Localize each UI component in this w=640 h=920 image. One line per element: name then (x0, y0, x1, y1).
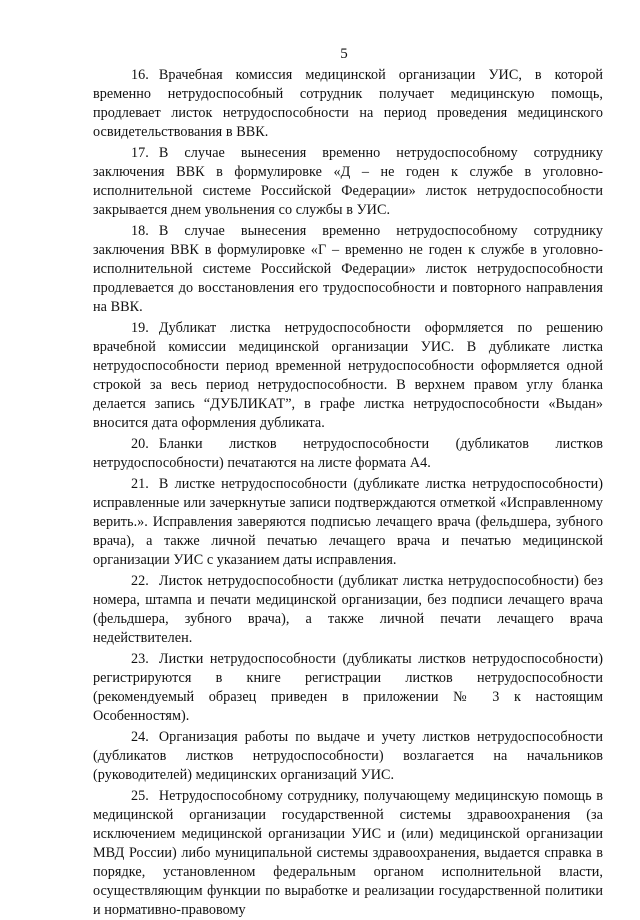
paragraph-23 (93, 650, 603, 726)
paragraph-24 (93, 728, 603, 785)
paragraph-text: Листки нетрудоспособности (дубликаты листков нетрудоспособности) регистрируются в книге регистрации листков нетрудоспособности (рекомендуемый образец приведен в приложении № 3 к настоящим Особенностям). (93, 651, 603, 724)
paragraph-text: В случае вынесения временно нетрудоспособному сотруднику заключения ВВК в формулировке «Д – не годен к службе в уголовно-исполнительной системе Российской Федерации» листок нетрудоспособности закрывается днем увольнения со службы в УИС. (93, 145, 603, 218)
paragraph-text: Врачебная комиссия медицинской организации УИС, в которой временно нетрудоспособный сотрудник получает медицинскую помощь, продлевает листок нетрудоспособности на период проведения медицинского освидетельствования в ВВК. (93, 67, 603, 140)
paragraph-text: В случае вынесения временно нетрудоспособному сотруднику заключения ВВК в формулировке «Г – временно не годен к службе в уголовно-исполнительной системе Российской Федерации» листок нетрудоспособности продлевается до восстановления его трудоспособности и повторного направления на ВВК. (93, 223, 603, 315)
paragraph-number: 22. (131, 573, 149, 589)
paragraph-number: 21. (131, 476, 149, 492)
document-body (93, 66, 603, 920)
paragraph-17 (93, 144, 603, 220)
paragraph-18 (93, 222, 603, 317)
paragraph-19 (93, 319, 603, 433)
paragraph-text: Организация работы по выдаче и учету листков нетрудоспособности (дубликатов листков нетрудоспособности) возлагается на начальников (руководителей) медицинских организаций УИС. (93, 729, 603, 783)
paragraph-number: 19. (131, 320, 149, 336)
paragraph-20 (93, 435, 603, 473)
paragraph-number: 25. (131, 788, 149, 804)
paragraph-16 (93, 66, 603, 142)
paragraph-text: Бланки листков нетрудоспособности (дубликатов листков нетрудоспособности) печатаются на листе формата А4. (93, 436, 603, 471)
paragraph-number: 23. (131, 651, 149, 667)
paragraph-text: Дубликат листка нетрудоспособности оформляется по решению врачебной комиссии медицинской организации УИС. В дубликате листка нетрудоспособности период временной нетрудоспособности оформляется одной строкой за весь период нетрудоспособности. В верхнем правом углу бланка делается запись “ДУБЛИКАТ”, в графе листка нетрудоспособности «Выдан» вносится дата оформления дубликата. (93, 320, 603, 431)
paragraph-number: 17. (131, 145, 149, 161)
paragraph-number: 20. (131, 436, 149, 452)
paragraph-text: Нетрудоспособному сотруднику, получающему медицинскую помощь в медицинской организации государственной системы здравоохранения (за исключением медицинской организации УИС и (или) медицинской организации МВД России) либо муниципальной системы здравоохранения, выдается справка в порядке, установленном федеральным органом исполнительной власти, осуществляющим функции по выработке и реализации государственной политики и нормативно-правовому (93, 788, 603, 918)
paragraph-22 (93, 572, 603, 648)
paragraph-25 (93, 787, 603, 920)
paragraph-number: 24. (131, 729, 149, 745)
paragraph-number: 16. (131, 67, 149, 83)
paragraph-text: Листок нетрудоспособности (дубликат листка нетрудоспособности) без номера, штампа и печати медицинской организации, без подписи лечащего врача (фельдшера, зубного врача), а также личной печати лечащего врача недействителен. (93, 573, 603, 646)
page-number: 5 (340, 46, 348, 62)
paragraph-21 (93, 475, 603, 570)
paragraph-text: В листке нетрудоспособности (дубликате листка нетрудоспособности) исправленные или зачеркнутые записи подтверждаются отметкой «Исправленному верить.». Исправления заверяются подписью лечащего врача (фельдшера, зубного врача), а также личной печатью лечащего врача и печатью медицинской организации УИС с указанием даты исправления. (93, 476, 603, 568)
paragraph-number: 18. (131, 223, 149, 239)
